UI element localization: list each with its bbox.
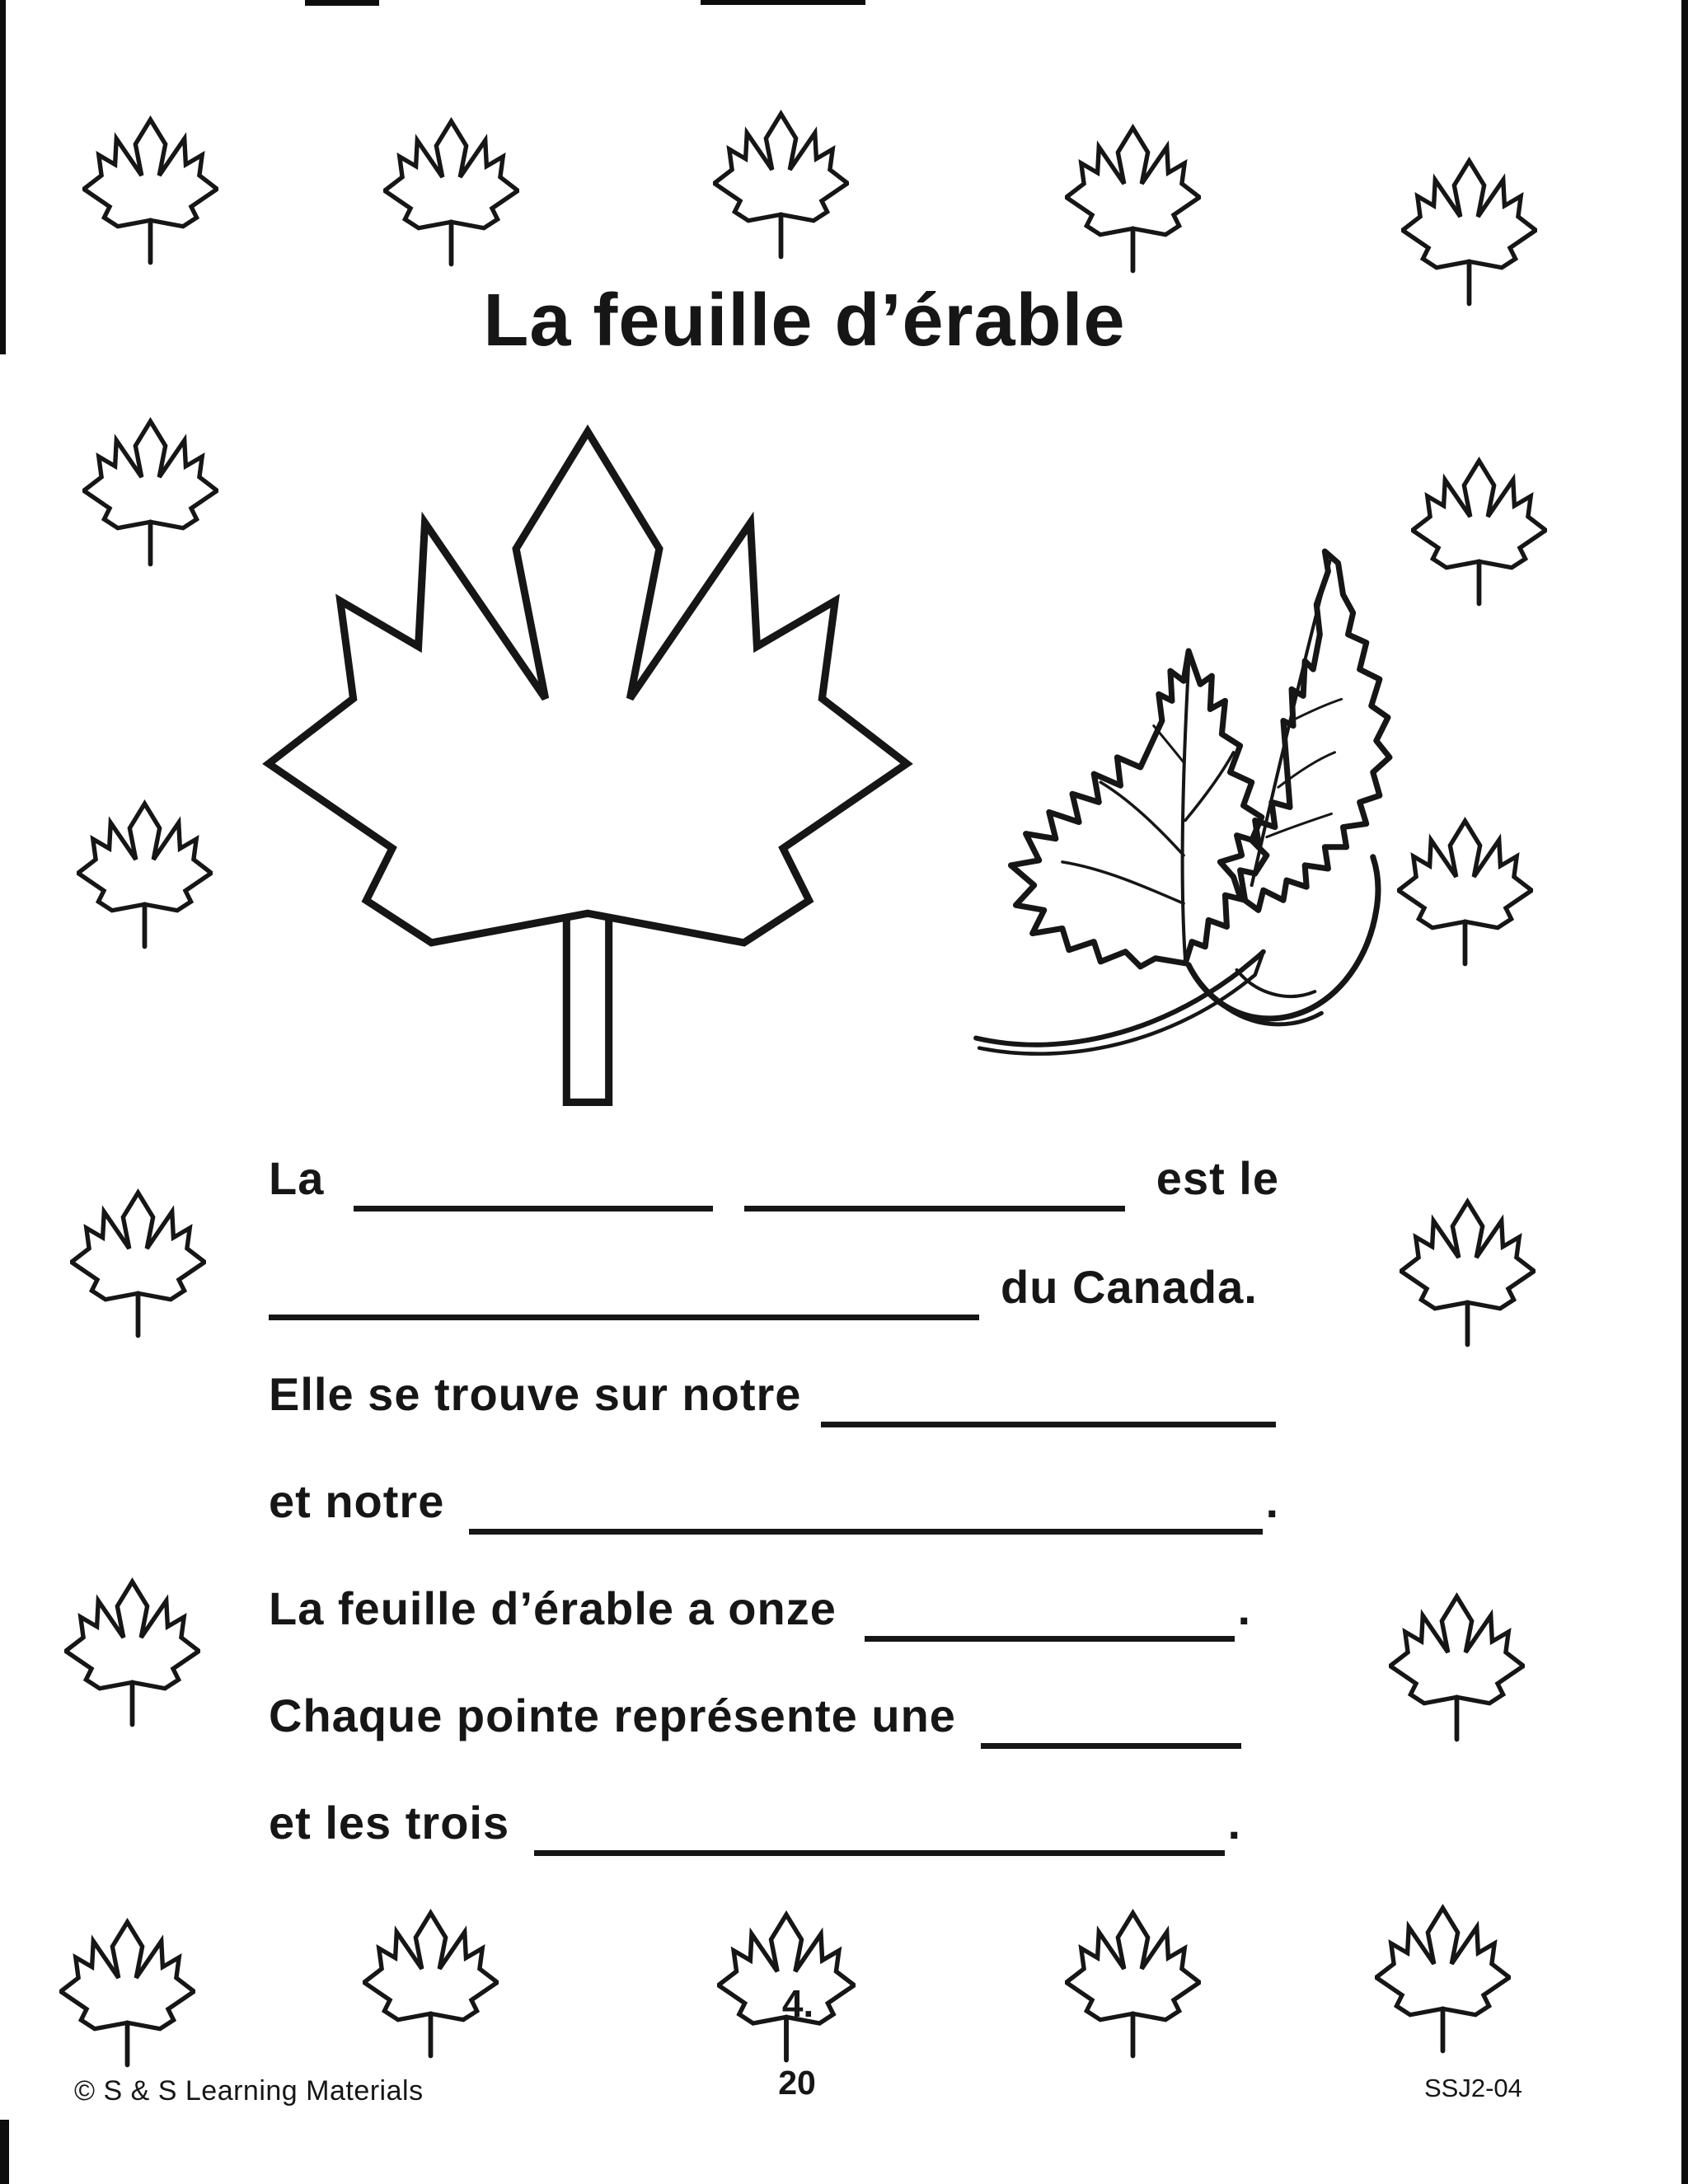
- blank-line-6[interactable]: [981, 1740, 1241, 1749]
- blank-line-1b[interactable]: [744, 1202, 1125, 1212]
- maple-leaf-outline-icon: [1065, 1909, 1201, 2059]
- maple-leaf-outline-icon: [82, 417, 218, 567]
- scan-edge-artifact: [1681, 0, 1688, 2184]
- blank-line-4[interactable]: [469, 1526, 1263, 1535]
- sentence-7-period: .: [1227, 1797, 1241, 1849]
- sentence-6-prefix: Chaque pointe représente une: [269, 1690, 956, 1741]
- maple-leaf-outline-icon: [70, 1188, 206, 1338]
- sentence-7: [269, 1797, 1241, 1849]
- sentence-4-period: .: [1265, 1475, 1279, 1527]
- maple-leaf-outline-icon: [64, 1577, 200, 1727]
- sentence-7-prefix: et les trois: [269, 1797, 510, 1849]
- blank-line-3[interactable]: [821, 1418, 1276, 1427]
- sentence-1: [269, 1152, 1279, 1204]
- maple-leaves-sketch-illustration: [963, 471, 1395, 1062]
- sentence-5: [269, 1582, 1251, 1634]
- sentence-6: [269, 1690, 1241, 1741]
- page-title: La feuille d’érable: [483, 279, 1126, 362]
- scan-edge-artifact: [305, 0, 379, 6]
- activity-number: 4.: [781, 1982, 814, 2025]
- sentence-4: [269, 1475, 1279, 1527]
- sentence-1-prefix: La: [269, 1152, 325, 1204]
- maple-leaf-outline-icon: [363, 1909, 499, 2059]
- maple-leaf-outline-icon: [77, 799, 213, 949]
- sentence-5-prefix: La feuille d’érable a onze: [269, 1582, 837, 1634]
- scan-edge-artifact: [701, 0, 865, 5]
- maple-leaf-outline-icon: [1389, 1592, 1525, 1742]
- maple-leaf-outline-icon: [1411, 457, 1547, 607]
- sentence-2-suffix: du Canada.: [1001, 1261, 1258, 1313]
- scan-edge-artifact: [0, 2120, 9, 2184]
- sentence-3: [269, 1368, 1276, 1420]
- maple-leaf-outline-icon: [1375, 1904, 1511, 2054]
- blank-line-2[interactable]: [269, 1311, 979, 1320]
- page-number: 20: [778, 2064, 816, 2102]
- blank-line-5[interactable]: [865, 1633, 1236, 1642]
- sentence-1-suffix: est le: [1156, 1152, 1279, 1204]
- maple-leaf-outline-icon: [1397, 817, 1533, 967]
- maple-leaf-outline-icon: [59, 1918, 195, 2068]
- blank-line-7[interactable]: [534, 1847, 1225, 1856]
- maple-leaf-outline-icon: [82, 115, 218, 265]
- sentence-2: [269, 1261, 1278, 1313]
- sentence-5-period: .: [1237, 1582, 1251, 1634]
- maple-leaf-outline-icon: [383, 117, 519, 267]
- document-code: SSJ2-04: [1424, 2074, 1522, 2102]
- blank-line-1a[interactable]: [354, 1202, 713, 1212]
- maple-leaf-outline-icon: [1065, 124, 1201, 274]
- maple-leaf-outline-icon: [713, 110, 849, 260]
- large-maple-leaf-template: [262, 412, 913, 1128]
- sentence-3-prefix: Elle se trouve sur notre: [269, 1368, 802, 1420]
- sentence-4-prefix: et notre: [269, 1475, 445, 1527]
- copyright-notice: © S & S Learning Materials: [74, 2075, 424, 2107]
- maple-leaf-outline-icon: [1400, 1197, 1536, 1347]
